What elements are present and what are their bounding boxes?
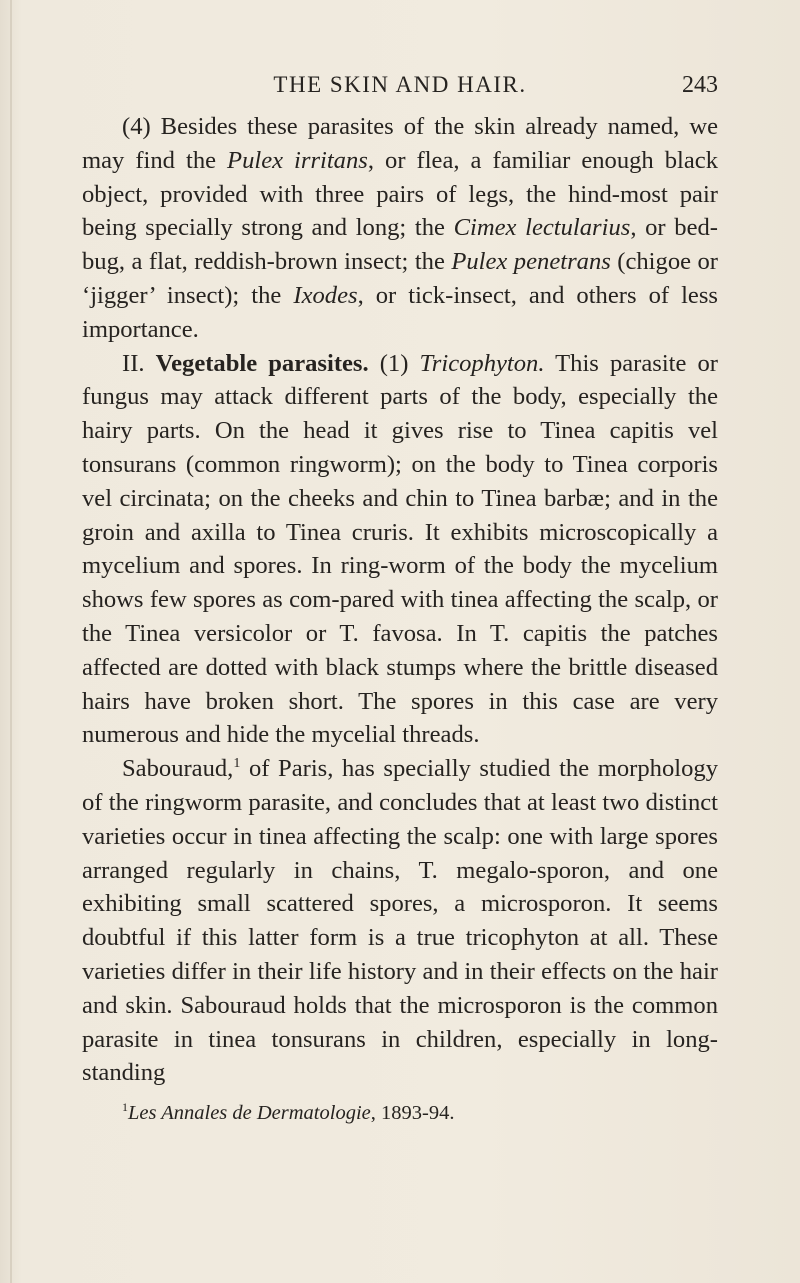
page-body xyxy=(82,110,718,1126)
text-run: Sabouraud, xyxy=(122,755,234,783)
text-run: , or tick-insect, and others of less importance. xyxy=(82,281,718,343)
footnote-title: Les Annales de Dermatologie xyxy=(128,1101,371,1124)
paragraph-vegetable-parasites xyxy=(82,347,718,753)
page-number: 243 xyxy=(682,72,718,98)
subsection-heading: Tricophyton. xyxy=(419,349,545,377)
footnote-date: , 1893-94. xyxy=(370,1101,455,1124)
paragraph-sabouraud xyxy=(82,752,718,1090)
text-run: , or flea, a familiar enough black object, provided with three pairs of legs, the hind-most pair being specially strong and long; the xyxy=(82,146,718,242)
species-name: Pulex penetrans xyxy=(451,248,611,276)
running-head xyxy=(82,0,718,110)
section-heading: Vegetable parasites. xyxy=(155,349,369,377)
page-gutter xyxy=(10,0,12,1283)
footnote xyxy=(82,1094,718,1126)
species-name: Cimex lectularius xyxy=(453,214,631,242)
running-title: THE SKIN AND HAIR. xyxy=(273,72,527,97)
species-name: Pulex irritans xyxy=(227,146,368,174)
footnote-mark: 1 xyxy=(122,1100,128,1115)
footnote-reference: 1 xyxy=(233,755,241,771)
text-run: (1) xyxy=(368,349,420,377)
text-run: (4) Besides these parasites of the skin already named, we may find the xyxy=(82,113,718,174)
text-run: , or bed-bug, a flat, reddish-brown insect; the xyxy=(82,214,718,276)
paragraph-insect-parasites xyxy=(82,110,718,347)
section-number: II. xyxy=(122,349,156,377)
text-run: (chigoe or ‘jigger’ insect); the xyxy=(82,248,718,309)
text-run: This parasite or fungus may attack different parts of the body, especially the hairy parts. On the head it gives rise to Tinea capitis vel tonsurans (common ringworm); on the body to Tinea corporis vel circinata; on the cheeks and chin to Tinea barbæ; and in the groin and axilla to Tinea cruris. It exhibits microscopically a mycelium and spores. In ring-worm of the body the mycelium shows few spores as com-pared with tinea affecting the scalp, or the Tinea versicolor or T. favosa. In T. capitis the patches affected are dotted with black stumps where the brittle diseased hairs have broken short. The spores in this case are very numerous and hide the mycelial threads. xyxy=(82,349,718,749)
species-name: Ixodes xyxy=(293,281,358,309)
text-run: of Paris, has specially studied the morphology of the ringworm parasite, and concludes that at least two distinct varieties occur in tinea affecting the scalp: one with large spores arranged regularly in chains, T. megalo-sporon, and one exhibiting small scattered spores, a microsporon. It seems doubtful if this latter form is a true tricophyton at all. These varieties differ in their life history and in their effects on the hair and skin. Sabouraud holds that the microsporon is the common parasite in tinea tonsurans in children, especially in long-standing xyxy=(82,755,718,1087)
